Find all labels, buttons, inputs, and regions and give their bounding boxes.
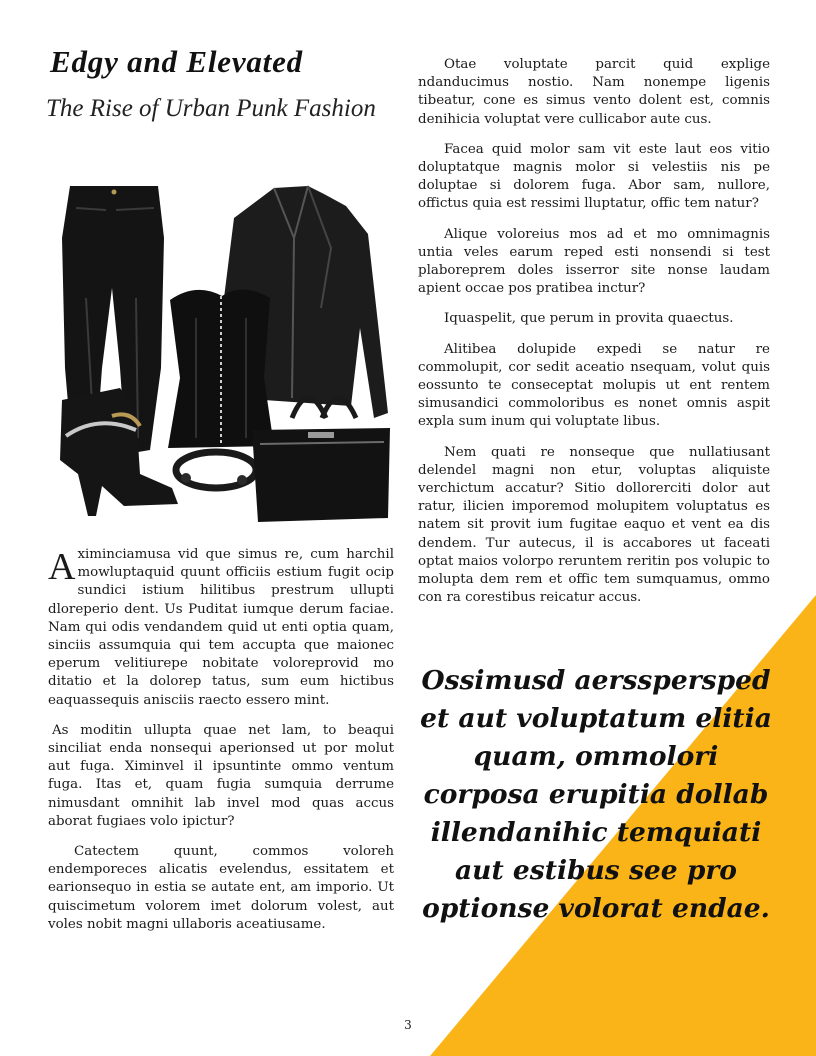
article-paragraph: Iquaspelit, que perum in provita quaectus. <box>444 311 734 327</box>
article-paragraph: As moditin ullupta quae net lam, to beaqui sinciliat enda nonsequi aperionsed ut por molut aut fuga. Ximinvel il ipsuntinte ommo ventum fuga. Itas et, quam fugia sumquia derrume nimusdant omnihit lab invel mod quas accus aborat fugiaes volo ipictur? <box>48 722 394 829</box>
article-paragraph: Alitibea dolupide expedi se natur re commolupit, cor sedit aceatio nsequam, volut quis eossunto te conseceptat molupis ut ent rentem simusandici commoloribus es nonet omnis aspit expla sum inum qui voluptate libus. <box>418 341 770 430</box>
paragraph-text: ximinciamusa vid que simus re, cum harchil mowluptaquid quunt officiis estium fugit ocip sundici istium hilitibus prestrum ullupti dloreperio dent. Us Puditat iumque derum faciae. Nam qui odis vendandem quid ut enti optia quam, sinciis assumquia qui tem accupta que maionec eperum velitiurepe nobitate voloreprovid mo ditatio et la dolorep tatus, sum eum hictibus eaquassequis anisciis raecto essero mint. <box>48 547 394 708</box>
article-paragraph <box>48 546 394 710</box>
handbag-icon <box>252 398 390 522</box>
drop-cap: A <box>48 546 76 588</box>
left-column <box>48 546 394 946</box>
article-paragraph: Alique voloreius mos ad et mo omnimagnis untia veles earum reped esti nonsendi si test plaboreprem doles isserror site nonse laudam apient occae pos pratibea inctur? <box>418 226 770 297</box>
article-paragraph: Facea quid molor sam vit este laut eos vitio doluptatque magnis molor si velestiis nis pe doluptae si dolorem fuga. Abor sam, nullore, offictus quia est ressimi lluptatur, offic tem natur? <box>418 141 770 212</box>
page-number: 3 <box>404 1018 412 1032</box>
pull-quote: Ossimusd aersspersped et aut voluptatum elitia quam, ommolori corposa erupitia dollab illendanihic temquiati aut estibus see pro optionse volorat endae. <box>420 665 772 924</box>
outfit-image <box>46 178 396 528</box>
page-subtitle: The Rise of Urban Punk Fashion <box>46 95 376 122</box>
article-paragraph: Otae voluptate parcit quid explige ndanducimus nostio. Nam nonempe ligenis tibeatur, cone es simus vento dolent est, comnis denihicia voluptat vere cullicabor aute cus. <box>418 57 770 127</box>
page-title: Edgy and Elevated <box>50 44 303 79</box>
article-paragraph: Catectem quunt, commos voloreh endemporeces alicatis evelendus, essitatem et earionsequo in estia se autate ent, am imporio. Ut quiscimetum volorem imet dolorum volest, aut voles nobit magni ullaboris aceatiusame. <box>48 844 394 932</box>
article-paragraph: Nem quati re nonseque que nullatiusant delendel magni non etur, voluptas aliquiste verchictum accatur? Sitio dollorerciti dolor aut ratur, ilicien imporemod molupitem voluptatus es natem sit provit ium fugitae eaquo et vent ea dis dendem. Tur autecus, il is accabores ut faceati optat maios volorpo reruntem reritin pos volupic to molupta dem rem et offic tem sumquamus, ommo con ra corestibus reicatur accus. <box>418 444 770 606</box>
ankle-boot-icon <box>60 388 178 516</box>
bracelet-icon <box>176 452 256 488</box>
right-column <box>418 56 770 619</box>
corset-icon <box>168 289 274 448</box>
